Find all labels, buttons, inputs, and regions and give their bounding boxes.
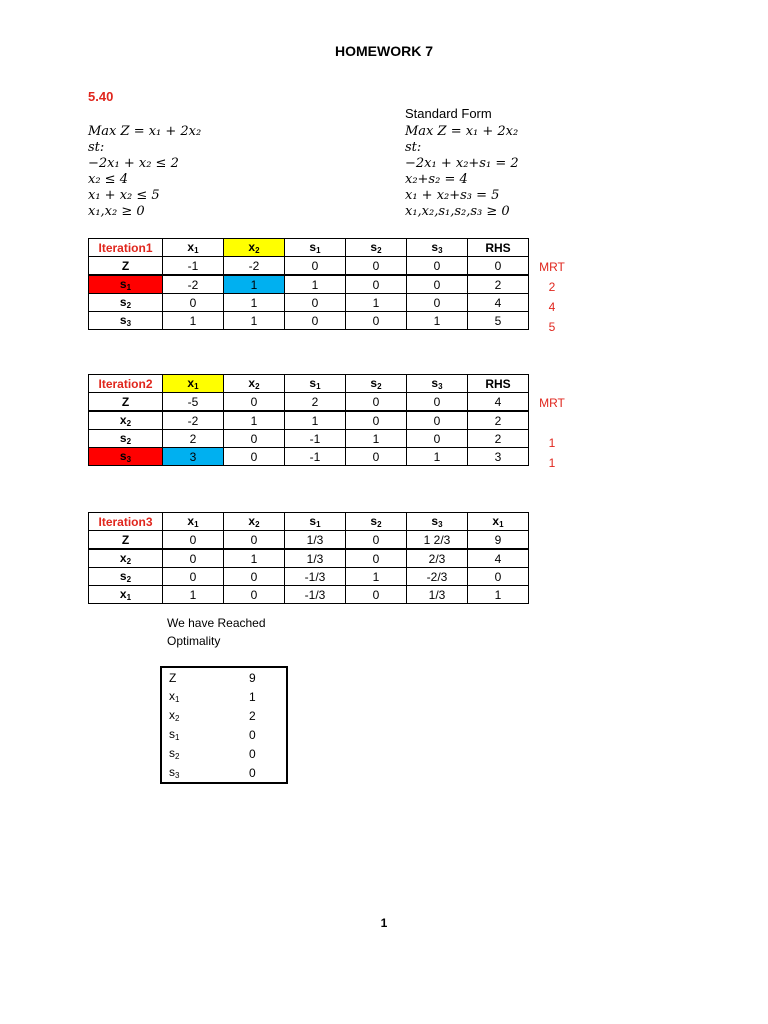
- table-cell: 2: [468, 430, 529, 448]
- table-row: [89, 411, 529, 430]
- table-cell: 1: [285, 275, 346, 294]
- table-cell: 1: [163, 586, 224, 604]
- table-cell: -1: [163, 257, 224, 276]
- table-cell: 0: [224, 448, 285, 466]
- sf-objective-line: Max Z = x₁ + 2x₂: [405, 124, 519, 139]
- table-cell: 2: [468, 411, 529, 430]
- solution-variable: $s_3$: [169, 765, 180, 780]
- constraint-2: x₂ ≤ 4: [88, 172, 128, 187]
- solution-row: [161, 744, 287, 763]
- column-header: $s_1$: [285, 375, 346, 393]
- column-header: $s_3$: [407, 513, 468, 531]
- iteration-label: Iteration2: [89, 375, 163, 393]
- table-cell: 0: [407, 294, 468, 312]
- table-cell: 0: [407, 275, 468, 294]
- table-row: [89, 257, 529, 276]
- solution-variable: $s_1$: [169, 727, 180, 742]
- table-cell: -1: [285, 448, 346, 466]
- table-row: [89, 568, 529, 586]
- table-cell: 0: [346, 257, 407, 276]
- table-cell: -1: [285, 430, 346, 448]
- table-row: [89, 312, 529, 330]
- table-cell: 0: [346, 393, 407, 412]
- table-cell: $s_2$: [89, 568, 163, 586]
- solution-variable: Z: [169, 670, 177, 685]
- table-cell: $s_1$: [89, 275, 163, 294]
- column-header: $s_3$: [407, 239, 468, 257]
- table-cell: $s_3$: [89, 312, 163, 330]
- table-cell: -1/3: [285, 586, 346, 604]
- table-cell: Z: [89, 393, 163, 412]
- table-cell: 0: [346, 411, 407, 430]
- table-cell: 1: [224, 275, 285, 294]
- solution-row: [161, 725, 287, 744]
- column-header: $s_1$: [285, 513, 346, 531]
- column-header: $x_2$: [224, 375, 285, 393]
- table-header-row: [89, 375, 529, 393]
- table-cell: 2/3: [407, 549, 468, 568]
- table-cell: 3: [468, 448, 529, 466]
- solution-value: 9: [249, 670, 256, 685]
- table-cell: 1: [224, 294, 285, 312]
- solution-row: [161, 706, 287, 725]
- table-cell: 4: [468, 393, 529, 412]
- page-title: HOMEWORK 7: [335, 43, 433, 59]
- column-header: $x_2$: [224, 239, 285, 257]
- solution-value: 1: [249, 689, 256, 704]
- optimality-note: We have Reached Optimality: [167, 616, 266, 648]
- table-cell: 0: [346, 549, 407, 568]
- solution-value: 2: [249, 708, 256, 723]
- table-cell: 0: [224, 586, 285, 604]
- iteration-label: Iteration3: [89, 513, 163, 531]
- table-row: [89, 531, 529, 550]
- sf-constraint-3: x₁ + x₂+s₃ = 5: [405, 188, 500, 203]
- table-cell: -2: [163, 411, 224, 430]
- table-cell: 1/3: [407, 586, 468, 604]
- iteration-3-table: [88, 512, 529, 604]
- table-cell: 0: [407, 430, 468, 448]
- table-cell: 0: [224, 568, 285, 586]
- table-cell: -2: [224, 257, 285, 276]
- mrt-value: [537, 413, 567, 433]
- table-cell: 0: [285, 257, 346, 276]
- table-cell: 0: [224, 393, 285, 412]
- table-cell: 2: [468, 275, 529, 294]
- table-cell: 2: [163, 430, 224, 448]
- table-cell: -2: [163, 275, 224, 294]
- table-cell: 1: [346, 430, 407, 448]
- column-header: $x_1$: [163, 239, 224, 257]
- table-cell: -1/3: [285, 568, 346, 586]
- standard-form: [405, 124, 519, 220]
- table-row: [89, 430, 529, 448]
- constraint-3: x₁ + x₂ ≤ 5: [88, 188, 160, 203]
- table-cell: $s_2$: [89, 430, 163, 448]
- constraint-1: −2x₁ + x₂ ≤ 2: [88, 156, 179, 171]
- table-cell: 0: [163, 549, 224, 568]
- iteration-label: Iteration1: [89, 239, 163, 257]
- table-cell: $s_2$: [89, 294, 163, 312]
- table-cell: 2: [285, 393, 346, 412]
- original-model: [88, 124, 201, 220]
- column-header: $s_2$: [346, 239, 407, 257]
- table-cell: 1: [407, 312, 468, 330]
- table-header-row: [89, 239, 529, 257]
- mrt-label: MRT: [539, 396, 565, 410]
- table-cell: 3: [163, 448, 224, 466]
- nonnegativity: x₁,x₂ ≥ 0: [88, 204, 145, 219]
- table-cell: 1/3: [285, 549, 346, 568]
- column-header: $x_1$: [163, 513, 224, 531]
- column-header: $x_1$: [468, 513, 529, 531]
- table-cell: 0: [163, 568, 224, 586]
- page-number: 1: [380, 916, 388, 930]
- column-header: RHS: [468, 239, 529, 257]
- table-cell: 0: [407, 257, 468, 276]
- table-row: [89, 586, 529, 604]
- solution-variable: $x_2$: [169, 708, 180, 723]
- table-cell: 0: [285, 312, 346, 330]
- mrt-value: 4: [548, 300, 556, 314]
- table-cell: 0: [407, 411, 468, 430]
- table-cell: 1: [163, 312, 224, 330]
- table-cell: -5: [163, 393, 224, 412]
- column-header: $x_2$: [224, 513, 285, 531]
- table-row: [89, 393, 529, 412]
- solution-value: 0: [249, 765, 256, 780]
- column-header: $x_1$: [163, 375, 224, 393]
- mrt-value: 5: [548, 320, 556, 334]
- mrt-column: [537, 393, 567, 473]
- table-cell: Z: [89, 257, 163, 276]
- table-cell: 9: [468, 531, 529, 550]
- table-cell: 1/3: [285, 531, 346, 550]
- solution-value: 0: [249, 746, 256, 761]
- table-row: [89, 549, 529, 568]
- table-cell: 1: [224, 312, 285, 330]
- solution-value: 0: [249, 727, 256, 742]
- solution-row: [161, 763, 287, 783]
- table-cell: $x_1$: [89, 586, 163, 604]
- table-cell: 0: [224, 531, 285, 550]
- solution-row: [161, 687, 287, 706]
- solution-row: [161, 667, 287, 687]
- final-solution-table: [160, 666, 288, 784]
- table-cell: 1: [224, 549, 285, 568]
- iteration-1-table: [88, 238, 529, 330]
- table-cell: 1: [468, 586, 529, 604]
- iteration-2-table: [88, 374, 529, 466]
- table-cell: $x_2$: [89, 549, 163, 568]
- table-cell: 1: [407, 448, 468, 466]
- table-row: [89, 275, 529, 294]
- table-cell: 0: [346, 531, 407, 550]
- column-header: $s_3$: [407, 375, 468, 393]
- st-line: st:: [88, 140, 105, 155]
- table-cell: 0: [346, 586, 407, 604]
- sf-st-line: st:: [405, 140, 422, 155]
- table-cell: 0: [468, 257, 529, 276]
- table-cell: 1: [285, 411, 346, 430]
- sf-constraint-1: −2x₁ + x₂+s₁ = 2: [405, 156, 519, 171]
- table-cell: 1 2/3: [407, 531, 468, 550]
- table-cell: 1: [346, 294, 407, 312]
- table-cell: 1: [224, 411, 285, 430]
- mrt-label: MRT: [539, 260, 565, 274]
- table-cell: 0: [163, 294, 224, 312]
- table-cell: 0: [163, 531, 224, 550]
- column-header: $s_2$: [346, 513, 407, 531]
- table-cell: $s_3$: [89, 448, 163, 466]
- table-cell: 0: [224, 430, 285, 448]
- standard-form-heading: Standard Form: [405, 106, 492, 121]
- column-header: $s_1$: [285, 239, 346, 257]
- table-cell: -2/3: [407, 568, 468, 586]
- table-cell: 0: [346, 275, 407, 294]
- table-cell: 1: [346, 568, 407, 586]
- table-cell: 5: [468, 312, 529, 330]
- table-cell: Z: [89, 531, 163, 550]
- table-cell: 0: [407, 393, 468, 412]
- column-header: RHS: [468, 375, 529, 393]
- mrt-value: 1: [548, 436, 556, 450]
- objective-line: Max Z = x₁ + 2x₂: [88, 124, 202, 139]
- table-cell: $x_2$: [89, 411, 163, 430]
- mrt-value: 1: [548, 456, 556, 470]
- mrt-value: 2: [548, 280, 556, 294]
- table-row: [89, 294, 529, 312]
- table-header-row: [89, 513, 529, 531]
- table-cell: 0: [346, 448, 407, 466]
- sf-constraint-2: x₂+s₂ = 4: [405, 172, 468, 187]
- table-cell: 4: [468, 294, 529, 312]
- table-cell: 0: [468, 568, 529, 586]
- column-header: $s_2$: [346, 375, 407, 393]
- table-row: [89, 448, 529, 466]
- table-cell: 0: [346, 312, 407, 330]
- table-cell: 4: [468, 549, 529, 568]
- mrt-column: [537, 257, 567, 337]
- problem-number: 5.40: [88, 89, 114, 104]
- sf-nonnegativity: x₁,x₂,s₁,s₂,s₃ ≥ 0: [405, 204, 510, 219]
- solution-variable: $x_1$: [169, 689, 180, 704]
- table-cell: 0: [285, 294, 346, 312]
- solution-variable: $s_2$: [169, 746, 180, 761]
